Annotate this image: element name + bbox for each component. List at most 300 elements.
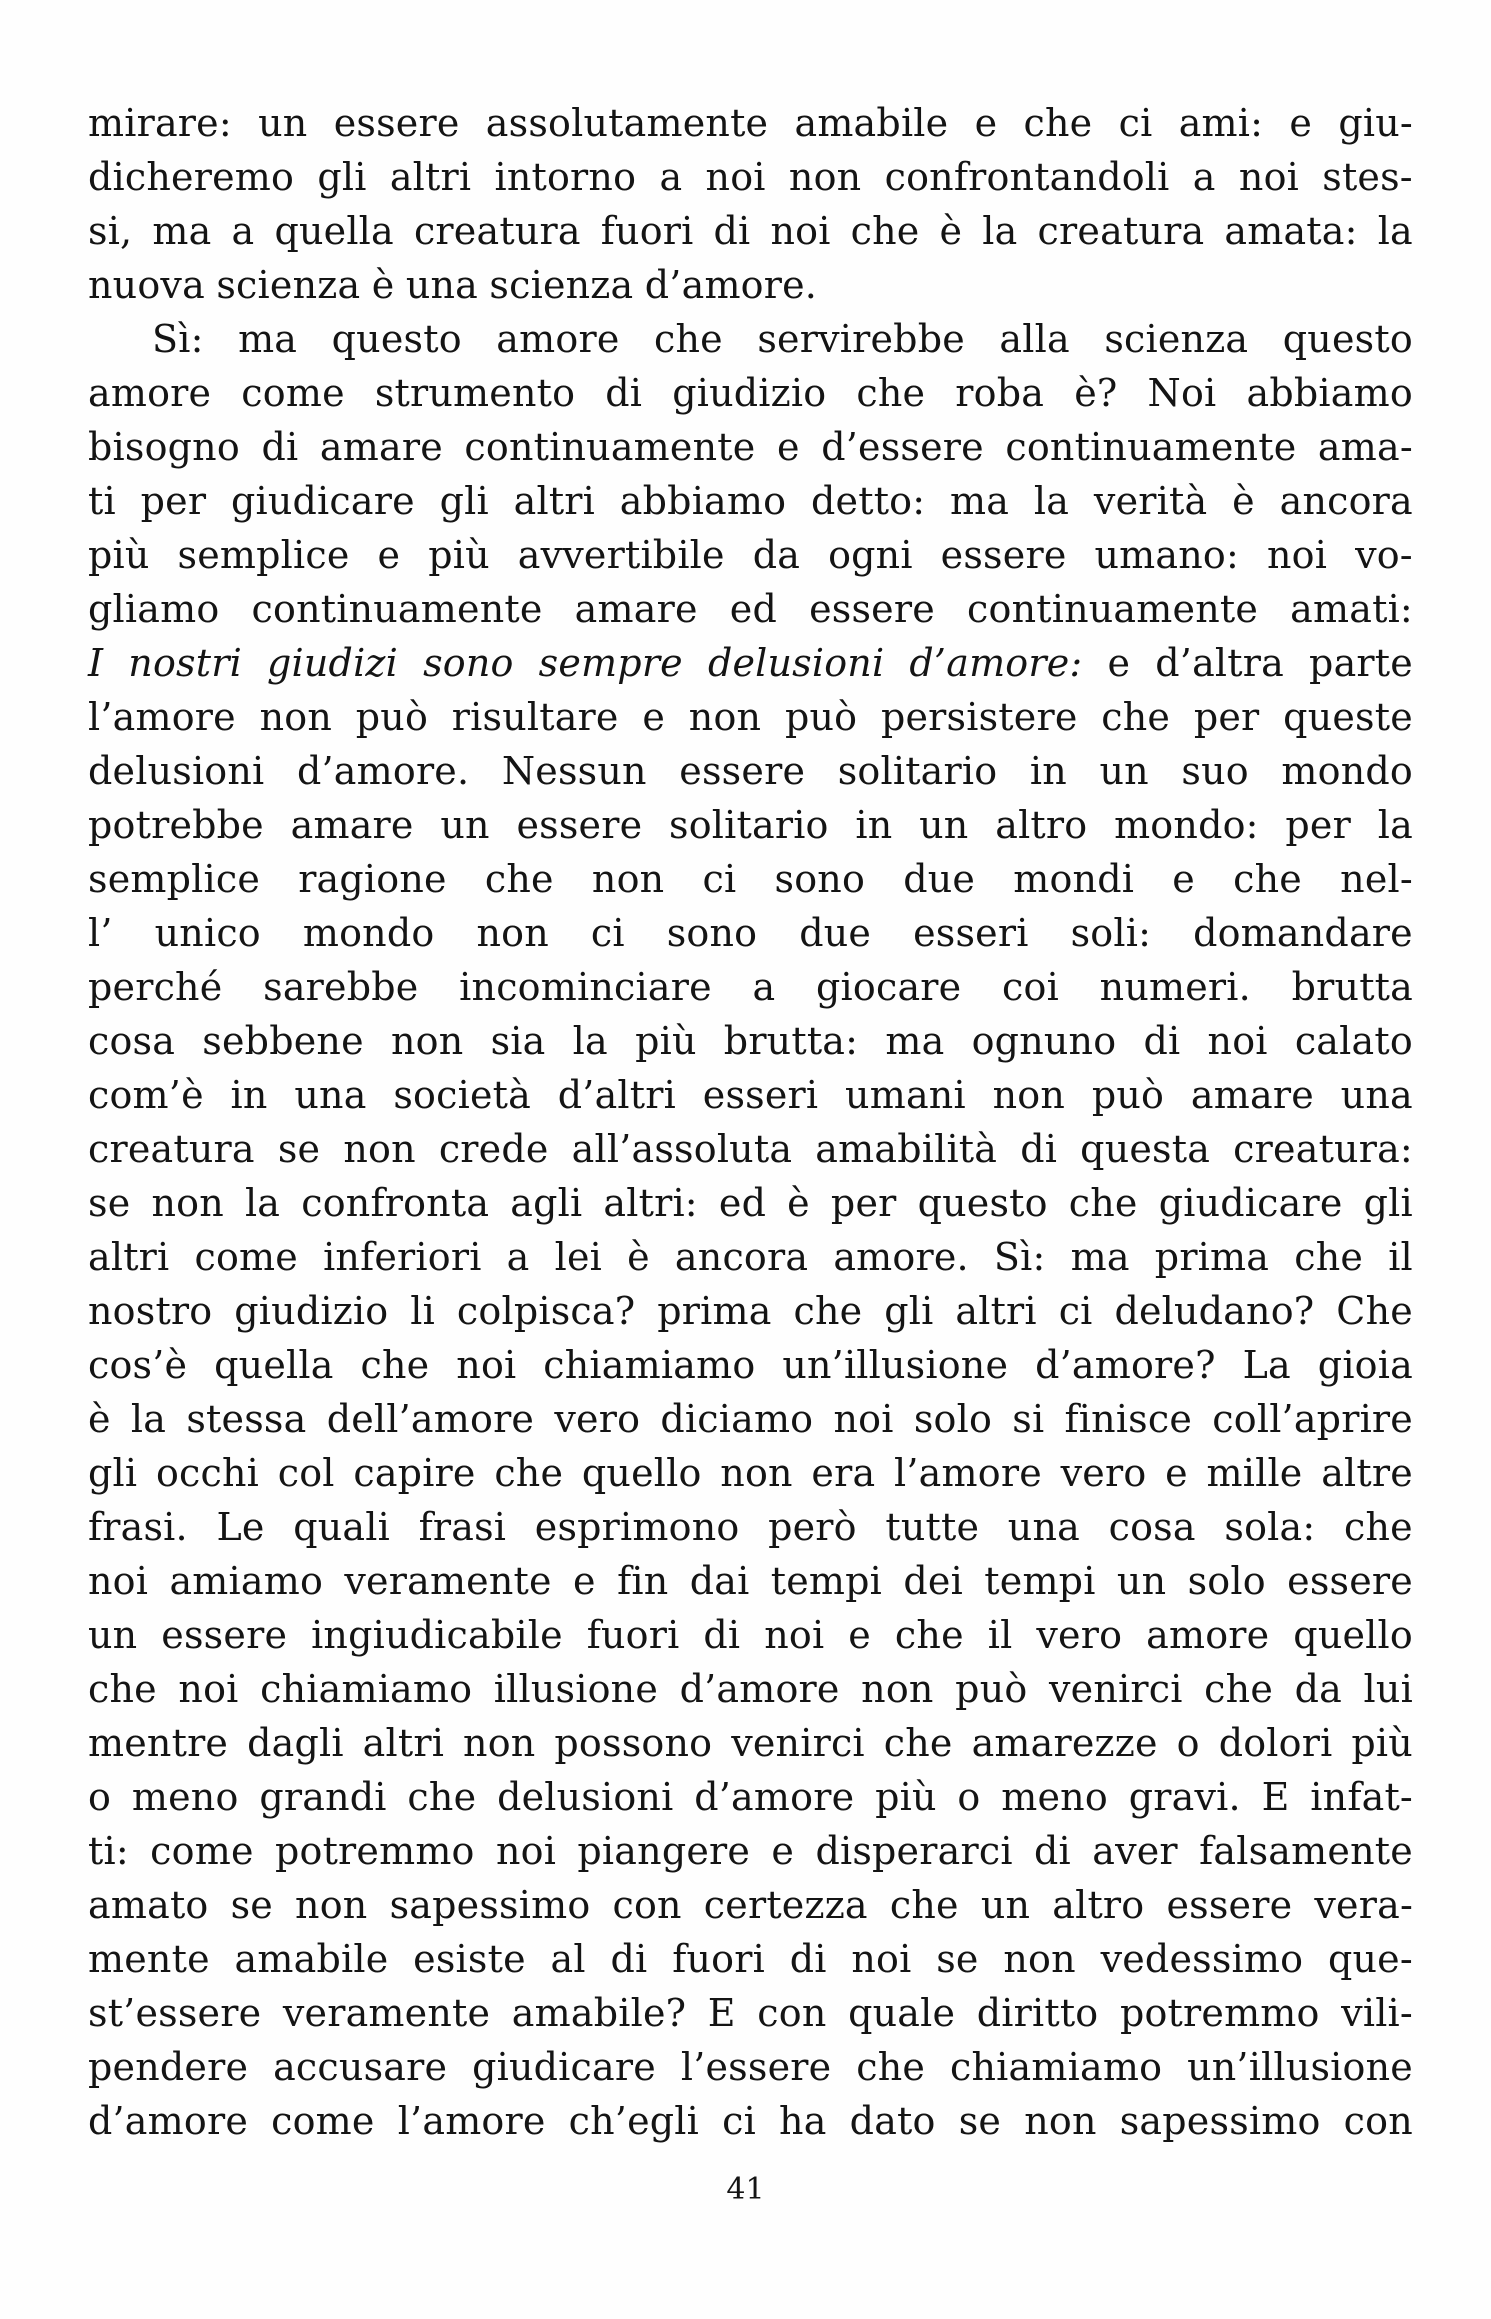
word: E	[1261, 1775, 1290, 1819]
word: un	[258, 101, 308, 145]
word: cos’è	[88, 1343, 188, 1387]
word: per	[1193, 695, 1260, 739]
word: o	[88, 1775, 112, 1819]
word: altri	[362, 1721, 445, 1765]
word: calato	[1294, 1019, 1413, 1063]
word: un’illusione	[1187, 2045, 1413, 2089]
page-number: 41	[726, 2172, 765, 2207]
text-line	[88, 582, 1413, 636]
word: delusioni	[497, 1775, 674, 1819]
word: coi	[1002, 965, 1059, 1009]
word: delusioni	[88, 749, 265, 793]
text-line	[88, 1878, 1413, 1932]
word: mondo:	[1114, 803, 1259, 847]
word: che	[654, 317, 723, 361]
word: ci	[590, 911, 625, 955]
word: ancora	[1279, 479, 1413, 523]
word: alla	[999, 317, 1070, 361]
word: dato	[849, 2099, 936, 2143]
word: delusioni	[707, 641, 885, 685]
word: umano:	[1094, 533, 1240, 577]
text-line	[88, 1824, 1413, 1878]
word: più	[635, 1019, 697, 1063]
word: la	[1377, 209, 1413, 253]
word: d’amore	[88, 2099, 249, 2143]
word: un	[1116, 1559, 1167, 1603]
word: ed	[718, 1181, 767, 1225]
word: prima	[657, 1289, 772, 1333]
word: amabilità	[815, 1127, 998, 1171]
word: è	[88, 1397, 111, 1441]
word: un’illusione	[782, 1343, 1009, 1387]
word: risultare	[451, 695, 619, 739]
word: chiamiamo	[950, 2045, 1163, 2089]
word: persistere	[880, 695, 1078, 739]
word: nostro	[88, 1289, 213, 1333]
text-line	[88, 852, 1413, 906]
word: l’	[88, 911, 113, 955]
word: noi	[88, 1559, 149, 1603]
word: la	[982, 209, 1018, 253]
word: soli:	[1070, 911, 1152, 955]
word: questo	[917, 1181, 1048, 1225]
word: con	[1343, 2099, 1413, 2143]
text-line	[88, 636, 1413, 690]
text-line	[88, 312, 1413, 366]
word: Le	[216, 1505, 265, 1549]
word: cosa	[1108, 1505, 1196, 1549]
text-line	[88, 1986, 1413, 2040]
word: gli	[1363, 1181, 1413, 1225]
word: che	[856, 2045, 926, 2089]
text-line	[88, 420, 1413, 474]
word: la	[130, 1397, 167, 1441]
word: stes-	[1322, 155, 1413, 199]
word: ti	[88, 479, 116, 523]
word: d’amore.	[644, 263, 818, 307]
word: noi	[1207, 1019, 1268, 1063]
word: altri:	[603, 1181, 698, 1225]
word: che	[793, 1289, 863, 1333]
word: che	[1204, 1667, 1274, 1711]
word: vedessimo	[1100, 1937, 1304, 1981]
word: a	[231, 209, 255, 253]
word: non	[151, 1181, 224, 1225]
word: ma	[238, 317, 298, 361]
word: gli	[884, 1289, 934, 1333]
word: amare	[1190, 1073, 1314, 1117]
word: più	[88, 533, 150, 577]
text-line	[88, 1284, 1413, 1338]
word: a	[659, 155, 683, 199]
word: lui	[1363, 1667, 1413, 1711]
word: quale	[848, 1991, 956, 2035]
text-line	[88, 1446, 1413, 1500]
word: nuova	[88, 263, 205, 307]
word: sebbene	[202, 1019, 364, 1063]
word: di	[713, 209, 751, 253]
word: incominciare	[459, 965, 712, 1009]
word: mondo	[1281, 749, 1413, 793]
word: dai	[689, 1559, 750, 1603]
word: non	[720, 1451, 793, 1495]
word: sapessimo	[389, 1883, 591, 1927]
word: assolutamente	[485, 101, 769, 145]
word: com’è	[88, 1073, 204, 1117]
word: diritto	[976, 1991, 1099, 2035]
word: esseri	[702, 1073, 819, 1117]
word: ma	[950, 479, 1010, 523]
word: la	[244, 1181, 281, 1225]
word: quello	[581, 1451, 702, 1495]
text-line	[88, 528, 1413, 582]
word: unico	[154, 911, 261, 955]
word: e	[974, 101, 998, 145]
word: detto:	[811, 479, 926, 523]
word: a	[752, 965, 776, 1009]
word: e	[848, 1613, 871, 1657]
word: da	[752, 533, 801, 577]
word: noi	[851, 1937, 912, 1981]
word: mentre	[88, 1721, 229, 1765]
word: vo-	[1355, 533, 1413, 577]
word: essere	[679, 749, 806, 793]
word: creatura	[413, 209, 581, 253]
text-line	[88, 690, 1413, 744]
word: stessa	[186, 1397, 307, 1441]
word: due	[903, 857, 976, 901]
word: ogni	[828, 533, 913, 577]
word: di	[605, 371, 643, 415]
word: società	[393, 1073, 531, 1117]
word: dagli	[247, 1721, 344, 1765]
word: giudicare	[230, 479, 415, 523]
word: ci	[702, 857, 737, 901]
word: mille	[1206, 1451, 1303, 1495]
word: quella	[274, 209, 394, 253]
text-line	[88, 1122, 1413, 1176]
word: que-	[1327, 1937, 1413, 1981]
word: mirare:	[88, 101, 232, 145]
word: essere	[940, 533, 1067, 577]
word: frasi	[418, 1505, 507, 1549]
word: noi	[770, 209, 831, 253]
word: se	[958, 2099, 1002, 2143]
word: giudizio	[672, 371, 827, 415]
word: questo	[331, 317, 462, 361]
word: Che	[1336, 1289, 1413, 1333]
word: ti:	[88, 1829, 129, 1873]
word: potremmo	[1119, 1991, 1320, 2035]
text-line	[88, 96, 1413, 150]
word: un	[440, 803, 490, 847]
word: coll’aprire	[1212, 1397, 1413, 1441]
word: pendere	[88, 2045, 249, 2089]
word: ragione	[298, 857, 447, 901]
word: amare	[574, 587, 698, 631]
word: se	[88, 1181, 131, 1225]
word: o	[957, 1775, 981, 1819]
word: abbiamo	[619, 479, 787, 523]
word: gliamo	[88, 587, 220, 631]
word: giocare	[816, 965, 962, 1009]
text-line	[88, 906, 1413, 960]
word: per	[140, 479, 207, 523]
text-line	[88, 1230, 1413, 1284]
word: semplice	[177, 533, 350, 577]
word: è	[939, 209, 963, 253]
word: una	[405, 263, 479, 307]
word: sempre	[538, 641, 683, 685]
text-line	[88, 204, 1413, 258]
word: che	[360, 1343, 430, 1387]
word: l’amore	[88, 695, 236, 739]
word: però	[768, 1505, 857, 1549]
word: che	[850, 209, 920, 253]
word: fin	[617, 1559, 669, 1603]
word: di	[1020, 1127, 1058, 1171]
word: non	[295, 1883, 368, 1927]
word: che	[484, 857, 554, 901]
word: questa	[1080, 1127, 1211, 1171]
word: avvertibile	[517, 533, 725, 577]
text-line	[88, 1392, 1413, 1446]
word: ama-	[1317, 425, 1413, 469]
word: quali	[293, 1505, 390, 1549]
word: in	[230, 1073, 268, 1117]
word: di	[703, 1613, 741, 1657]
word: nel-	[1340, 857, 1413, 901]
word: tutte	[885, 1505, 980, 1549]
word: più	[1351, 1721, 1413, 1765]
word: creatura	[88, 1127, 255, 1171]
word: altri	[513, 479, 596, 523]
word: d’altra	[1155, 641, 1284, 685]
word: Sì:	[993, 1235, 1046, 1279]
text-line	[88, 1662, 1413, 1716]
word: potremmo	[274, 1829, 475, 1873]
word: questo	[1282, 317, 1413, 361]
word: è?	[1074, 371, 1118, 415]
word: piangere	[577, 1829, 751, 1873]
word: non	[1024, 2099, 1097, 2143]
word: possono	[554, 1721, 713, 1765]
word: lei	[554, 1235, 603, 1279]
word: E	[707, 1991, 736, 2035]
word: se	[277, 1127, 321, 1171]
word: bisogno	[88, 425, 240, 469]
word: gravi.	[1128, 1775, 1241, 1819]
word: a	[1192, 155, 1216, 199]
word: la	[1377, 803, 1413, 847]
word: che	[1068, 1181, 1138, 1225]
word: si	[1012, 1397, 1045, 1441]
word: essere	[1166, 1883, 1293, 1927]
text-line	[88, 798, 1413, 852]
word: tempi	[984, 1559, 1096, 1603]
word: sia	[490, 1019, 546, 1063]
word: gli	[88, 1451, 138, 1495]
word: d’amore	[679, 1667, 840, 1711]
word: strumento	[374, 371, 576, 415]
word: che	[1294, 1235, 1364, 1279]
word: noi	[764, 1613, 825, 1657]
text-line	[88, 1932, 1413, 1986]
word: una	[294, 1073, 367, 1117]
word: occhi	[155, 1451, 260, 1495]
word: scienza	[216, 263, 361, 307]
text-line	[88, 150, 1413, 204]
word: diciamo	[660, 1397, 814, 1441]
word: chiamiamo	[543, 1343, 756, 1387]
word: st’essere	[88, 1991, 262, 2035]
word: di	[1034, 1829, 1071, 1873]
word: essere	[161, 1613, 288, 1657]
word: sola:	[1224, 1505, 1316, 1549]
word: sarebbe	[263, 965, 419, 1009]
word: e	[377, 533, 401, 577]
word: e	[573, 1559, 596, 1603]
word: potrebbe	[88, 803, 264, 847]
word: frasi.	[88, 1505, 188, 1549]
word: l’amore	[894, 1451, 1042, 1495]
text-line	[88, 1068, 1413, 1122]
word: meno	[131, 1775, 239, 1819]
word: essere	[333, 101, 460, 145]
word: continuamente	[251, 587, 543, 631]
word: è	[1232, 479, 1255, 523]
word: roba	[955, 371, 1045, 415]
word: illusione	[493, 1667, 659, 1711]
word: giudizi	[267, 641, 399, 685]
word: I	[88, 641, 104, 685]
word: è	[371, 263, 395, 307]
text-line	[88, 1554, 1413, 1608]
word: può	[784, 695, 858, 739]
word: quello	[1293, 1613, 1413, 1657]
word: e	[1172, 857, 1195, 901]
word: più	[875, 1775, 937, 1819]
word: noi	[1238, 155, 1299, 199]
word: verità	[1093, 479, 1208, 523]
word: d’amore:	[909, 641, 1083, 685]
word: amore.	[833, 1235, 969, 1279]
word: è	[627, 1235, 650, 1279]
word: fuori	[672, 1937, 765, 1981]
word: meno	[1001, 1775, 1108, 1819]
word: colpisca?	[456, 1289, 636, 1333]
text-line	[88, 2040, 1413, 2094]
word: venirci	[731, 1721, 865, 1765]
word: finisce	[1064, 1397, 1193, 1441]
word: di	[610, 1937, 648, 1981]
word: che	[1101, 695, 1171, 739]
word: amata:	[1224, 209, 1358, 253]
word: è	[787, 1181, 810, 1225]
word: non	[688, 695, 762, 739]
word: dei	[903, 1559, 963, 1603]
word: creatura:	[1233, 1127, 1413, 1171]
text-line	[88, 2094, 1413, 2148]
word: agli	[510, 1181, 583, 1225]
word: amore	[496, 317, 620, 361]
word: se	[936, 1937, 979, 1981]
word: il	[1388, 1235, 1413, 1279]
word: di	[789, 1937, 827, 1981]
word: il	[987, 1613, 1013, 1657]
text-line	[88, 1500, 1413, 1554]
word: amati:	[1290, 587, 1413, 631]
word: sono	[774, 857, 866, 901]
text-line	[88, 1608, 1413, 1662]
word: numeri.	[1099, 965, 1251, 1009]
word: mondi	[1013, 857, 1135, 901]
word: come	[271, 2099, 375, 2143]
word: come	[241, 371, 345, 415]
word: a	[506, 1235, 530, 1279]
word: con	[757, 1991, 827, 2035]
word: come	[150, 1829, 254, 1873]
text-line	[88, 1716, 1413, 1770]
word: noi	[1266, 533, 1328, 577]
word: noi	[456, 1343, 517, 1387]
word: che	[407, 1775, 477, 1819]
word: parte	[1309, 641, 1413, 685]
word: esseri	[913, 911, 1029, 955]
word: amare	[319, 425, 443, 469]
word: l’essere	[680, 2045, 832, 2089]
word: cosa	[88, 1019, 176, 1063]
word: non	[861, 1667, 934, 1711]
word: domandare	[1193, 911, 1413, 955]
word: non	[591, 857, 665, 901]
text-line	[88, 366, 1413, 420]
word: intorno	[494, 155, 637, 199]
word: dell’amore	[326, 1397, 535, 1441]
word: ci	[1118, 101, 1153, 145]
word: Noi	[1147, 371, 1217, 415]
word: non	[343, 1127, 416, 1171]
word: non	[1003, 1937, 1076, 1981]
word: altro	[1052, 1883, 1145, 1927]
word: infat-	[1310, 1775, 1413, 1819]
word: semplice	[88, 857, 261, 901]
word: gli	[317, 155, 367, 199]
word: d’amore?	[1035, 1343, 1216, 1387]
word: vero	[1036, 1613, 1123, 1657]
word: amarezze	[971, 1721, 1158, 1765]
word: certezza	[703, 1883, 868, 1927]
word: ha	[779, 2099, 827, 2143]
word: ch’egli	[568, 2099, 700, 2143]
word: vero	[1060, 1451, 1147, 1495]
word: Nessun	[501, 749, 647, 793]
word: e	[776, 425, 800, 469]
text-line	[88, 1014, 1413, 1068]
word: può	[1091, 1073, 1165, 1117]
word: con	[612, 1883, 682, 1927]
word: d’amore	[694, 1775, 855, 1819]
word: non	[390, 1019, 464, 1063]
word: accusare	[273, 2045, 448, 2089]
word: ci	[1058, 1289, 1093, 1333]
word: falsamente	[1199, 1829, 1413, 1873]
word: noi	[833, 1397, 894, 1441]
word: scienza	[489, 263, 634, 307]
word: suo	[1181, 749, 1249, 793]
word: un	[919, 803, 969, 847]
word: l’amore	[397, 2099, 546, 2143]
